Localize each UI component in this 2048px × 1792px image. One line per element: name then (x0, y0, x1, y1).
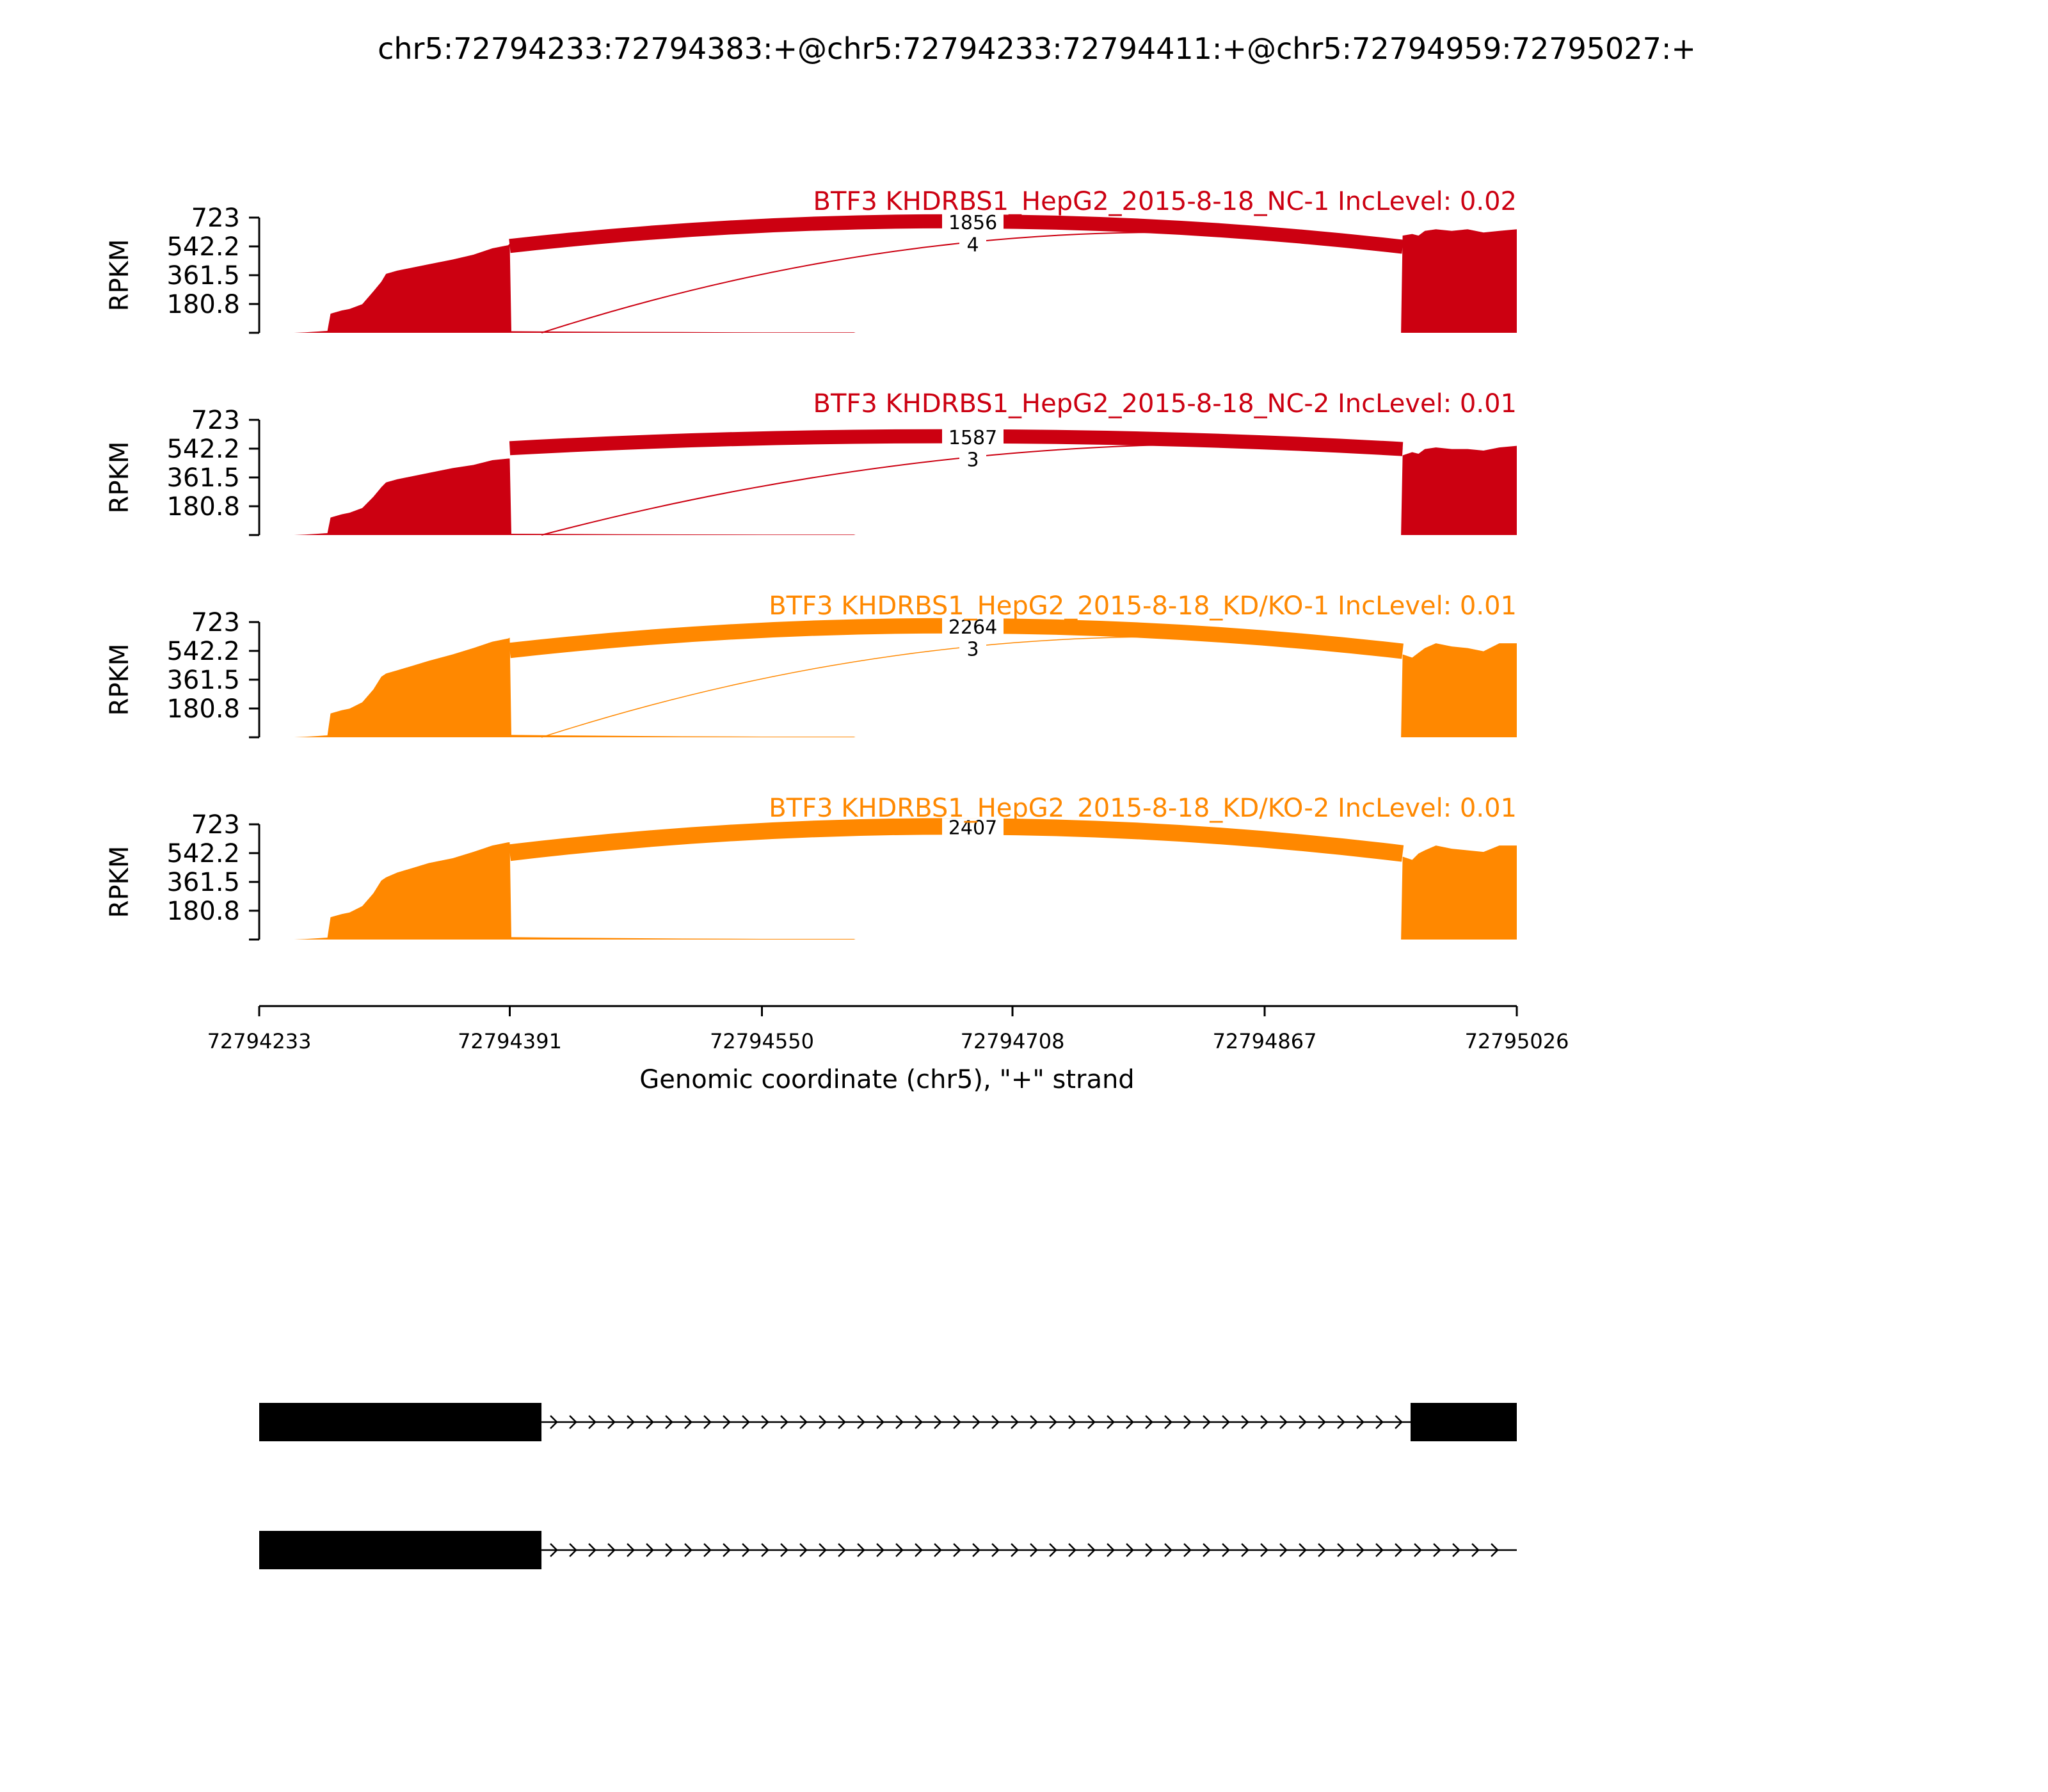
junction-count-label: 3 (966, 449, 979, 472)
junction-count-label: 1587 (948, 427, 998, 450)
x-axis-label: Genomic coordinate (chr5), "+" strand (639, 1065, 1135, 1094)
y-axis-label: RPKM (105, 441, 134, 514)
y-tick-label: 180.8 (166, 492, 240, 522)
x-tick-label: 72795026 (1464, 1029, 1569, 1053)
y-tick-label: 723 (191, 204, 240, 233)
y-tick-label: 180.8 (166, 896, 240, 926)
figure-title: chr5:72794233:72794383:+@chr5:72794233:72794411:+@chr5:72794959:72795027:+ (378, 31, 1696, 66)
track-label: BTF3 KHDRBS1_HepG2_2015-8-18_NC-1 IncLevel: 0.02 (813, 187, 1517, 216)
y-tick-label: 361.5 (166, 868, 240, 897)
x-tick-label: 72794867 (1212, 1029, 1317, 1053)
track-label: BTF3 KHDRBS1_HepG2_2015-8-18_NC-2 IncLevel: 0.01 (813, 389, 1517, 419)
junction-count-label: 2264 (948, 616, 998, 639)
y-axis-label: RPKM (105, 239, 134, 312)
y-tick-label: 361.5 (166, 463, 240, 493)
exon-block (1411, 1403, 1517, 1441)
junction-count-label: 4 (966, 234, 979, 257)
y-axis-label: RPKM (105, 845, 134, 918)
y-tick-label: 542.2 (166, 232, 240, 262)
y-tick-label: 180.8 (166, 289, 240, 319)
y-tick-label: 723 (191, 810, 240, 840)
y-tick-label: 723 (191, 406, 240, 435)
x-tick-label: 72794708 (960, 1029, 1065, 1053)
y-tick-label: 542.2 (166, 839, 240, 869)
y-axis-label: RPKM (105, 643, 134, 716)
junction-count-label: 3 (966, 638, 979, 661)
junction-count-label: 2407 (948, 817, 998, 840)
junction-count-label: 1856 (948, 212, 998, 235)
y-tick-label: 180.8 (166, 694, 240, 724)
y-tick-label: 542.2 (166, 435, 240, 465)
track-label: BTF3 KHDRBS1_HepG2_2015-8-18_KD/KO-2 IncLevel: 0.01 (769, 794, 1517, 823)
exon-block (259, 1531, 541, 1569)
y-tick-label: 542.2 (166, 637, 240, 667)
x-tick-label: 72794550 (710, 1029, 814, 1053)
exon-block (259, 1403, 541, 1441)
y-tick-label: 723 (191, 608, 240, 637)
y-tick-label: 361.5 (166, 666, 240, 695)
y-tick-label: 361.5 (166, 261, 240, 291)
track-label: BTF3 KHDRBS1_HepG2_2015-8-18_KD/KO-1 IncLevel: 0.01 (769, 591, 1517, 621)
x-tick-label: 72794391 (458, 1029, 562, 1053)
x-tick-label: 72794233 (207, 1029, 312, 1053)
